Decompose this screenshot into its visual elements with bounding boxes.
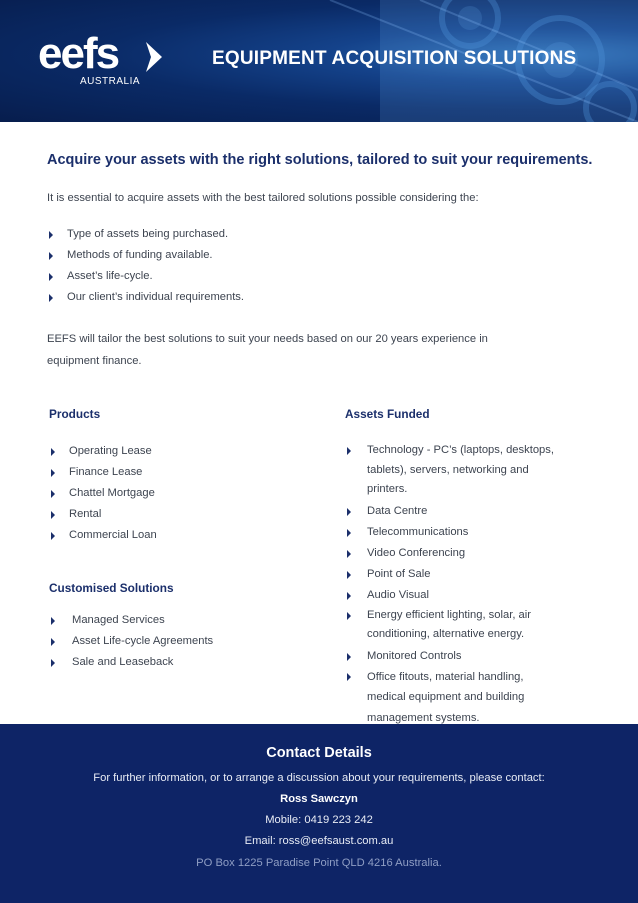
list-item: Chattel Mortgage bbox=[49, 483, 309, 504]
intro-section bbox=[47, 152, 607, 372]
list-item: Energy efficient lighting, solar, air conditioning, alternative energy. bbox=[345, 606, 550, 645]
headline: Acquire your assets with the right solutions, tailored to suit your requirements. bbox=[47, 152, 593, 168]
bullet-arrow-icon bbox=[347, 592, 351, 600]
contact-mobile: Mobile: 0419 223 242 bbox=[265, 814, 373, 826]
list-item: Office fitouts, material handling, medical equipment and building management systems. bbox=[345, 667, 545, 729]
bullet-arrow-icon bbox=[347, 673, 351, 681]
bullet-arrow-icon bbox=[51, 638, 55, 646]
considerations-list bbox=[47, 224, 607, 308]
bullet-arrow-icon bbox=[51, 490, 55, 498]
chevron-right-icon bbox=[144, 42, 164, 72]
intro-paragraph: EEFS will tailor the best solutions to suit your needs based on our 20 years experience in equipment finance. bbox=[47, 333, 488, 367]
list-item: Rental bbox=[49, 504, 309, 525]
list-item: Finance Lease bbox=[49, 462, 309, 483]
list-item: Monitored Controls bbox=[345, 646, 615, 667]
contact-name: Ross Sawczyn bbox=[280, 793, 358, 805]
list-item: Asset’s life-cycle. bbox=[47, 266, 607, 287]
customised-solutions-heading: Customised Solutions bbox=[49, 581, 174, 595]
assets-funded-heading: Assets Funded bbox=[345, 407, 430, 421]
assets-funded-list bbox=[345, 441, 615, 728]
bullet-arrow-icon bbox=[51, 448, 55, 456]
products-list bbox=[49, 441, 309, 546]
customised-solutions-section bbox=[49, 581, 309, 673]
bullet-arrow-icon bbox=[51, 469, 55, 477]
list-item: Data Centre bbox=[345, 501, 615, 522]
bullet-arrow-icon bbox=[51, 511, 55, 519]
bullet-arrow-icon bbox=[347, 571, 351, 579]
bullet-arrow-icon bbox=[51, 617, 55, 625]
list-item: Methods of funding available. bbox=[47, 245, 607, 266]
page-title: EQUIPMENT ACQUISITION SOLUTIONS bbox=[212, 48, 577, 69]
logo-wordmark: eefs bbox=[38, 29, 119, 78]
bullet-arrow-icon bbox=[347, 653, 351, 661]
list-item: Audio Visual bbox=[345, 585, 615, 606]
contact-heading: Contact Details bbox=[266, 745, 372, 761]
bullet-arrow-icon bbox=[51, 659, 55, 667]
bullet-arrow-icon bbox=[347, 529, 351, 537]
bullet-arrow-icon bbox=[49, 252, 53, 260]
bullet-arrow-icon bbox=[49, 294, 53, 302]
list-item: Sale and Leaseback bbox=[49, 652, 309, 673]
list-item: Type of assets being purchased. bbox=[47, 224, 607, 245]
bullet-arrow-icon bbox=[347, 508, 351, 516]
contact-footer bbox=[0, 724, 638, 903]
contact-address: PO Box 1225 Paradise Point QLD 4216 Australia. bbox=[196, 857, 442, 869]
bullet-arrow-icon bbox=[347, 447, 351, 455]
bullet-arrow-icon bbox=[347, 550, 351, 558]
list-item: Commercial Loan bbox=[49, 525, 309, 546]
intro-text: It is essential to acquire assets with the best tailored solutions possible considering the: bbox=[47, 192, 479, 204]
bullet-arrow-icon bbox=[51, 532, 55, 540]
list-item: Asset Life-cycle Agreements bbox=[49, 631, 309, 652]
products-section bbox=[49, 407, 309, 546]
header-banner bbox=[0, 0, 638, 122]
list-item: Telecommunications bbox=[345, 522, 615, 543]
products-heading: Products bbox=[49, 407, 101, 421]
contact-email: Email: ross@eefsaust.com.au bbox=[244, 835, 394, 847]
assets-funded-section bbox=[345, 407, 615, 729]
bullet-arrow-icon bbox=[49, 231, 53, 239]
bullet-arrow-icon bbox=[49, 273, 53, 281]
list-item: Video Conferencing bbox=[345, 543, 615, 564]
eefs-logo bbox=[38, 29, 168, 90]
list-item: Point of Sale bbox=[345, 564, 615, 585]
contact-lead: For further information, or to arrange a discussion about your requirements, please contact: bbox=[93, 772, 545, 784]
list-item: Managed Services bbox=[49, 610, 309, 631]
list-item: Our client’s individual requirements. bbox=[47, 287, 607, 308]
list-item: Technology - PC’s (laptops, desktops, tablets), servers, networking and printers. bbox=[345, 441, 570, 500]
customised-solutions-list bbox=[49, 610, 309, 673]
bullet-arrow-icon bbox=[347, 612, 351, 620]
logo-subtitle: AUSTRALIA bbox=[80, 76, 141, 87]
list-item: Operating Lease bbox=[49, 441, 309, 462]
